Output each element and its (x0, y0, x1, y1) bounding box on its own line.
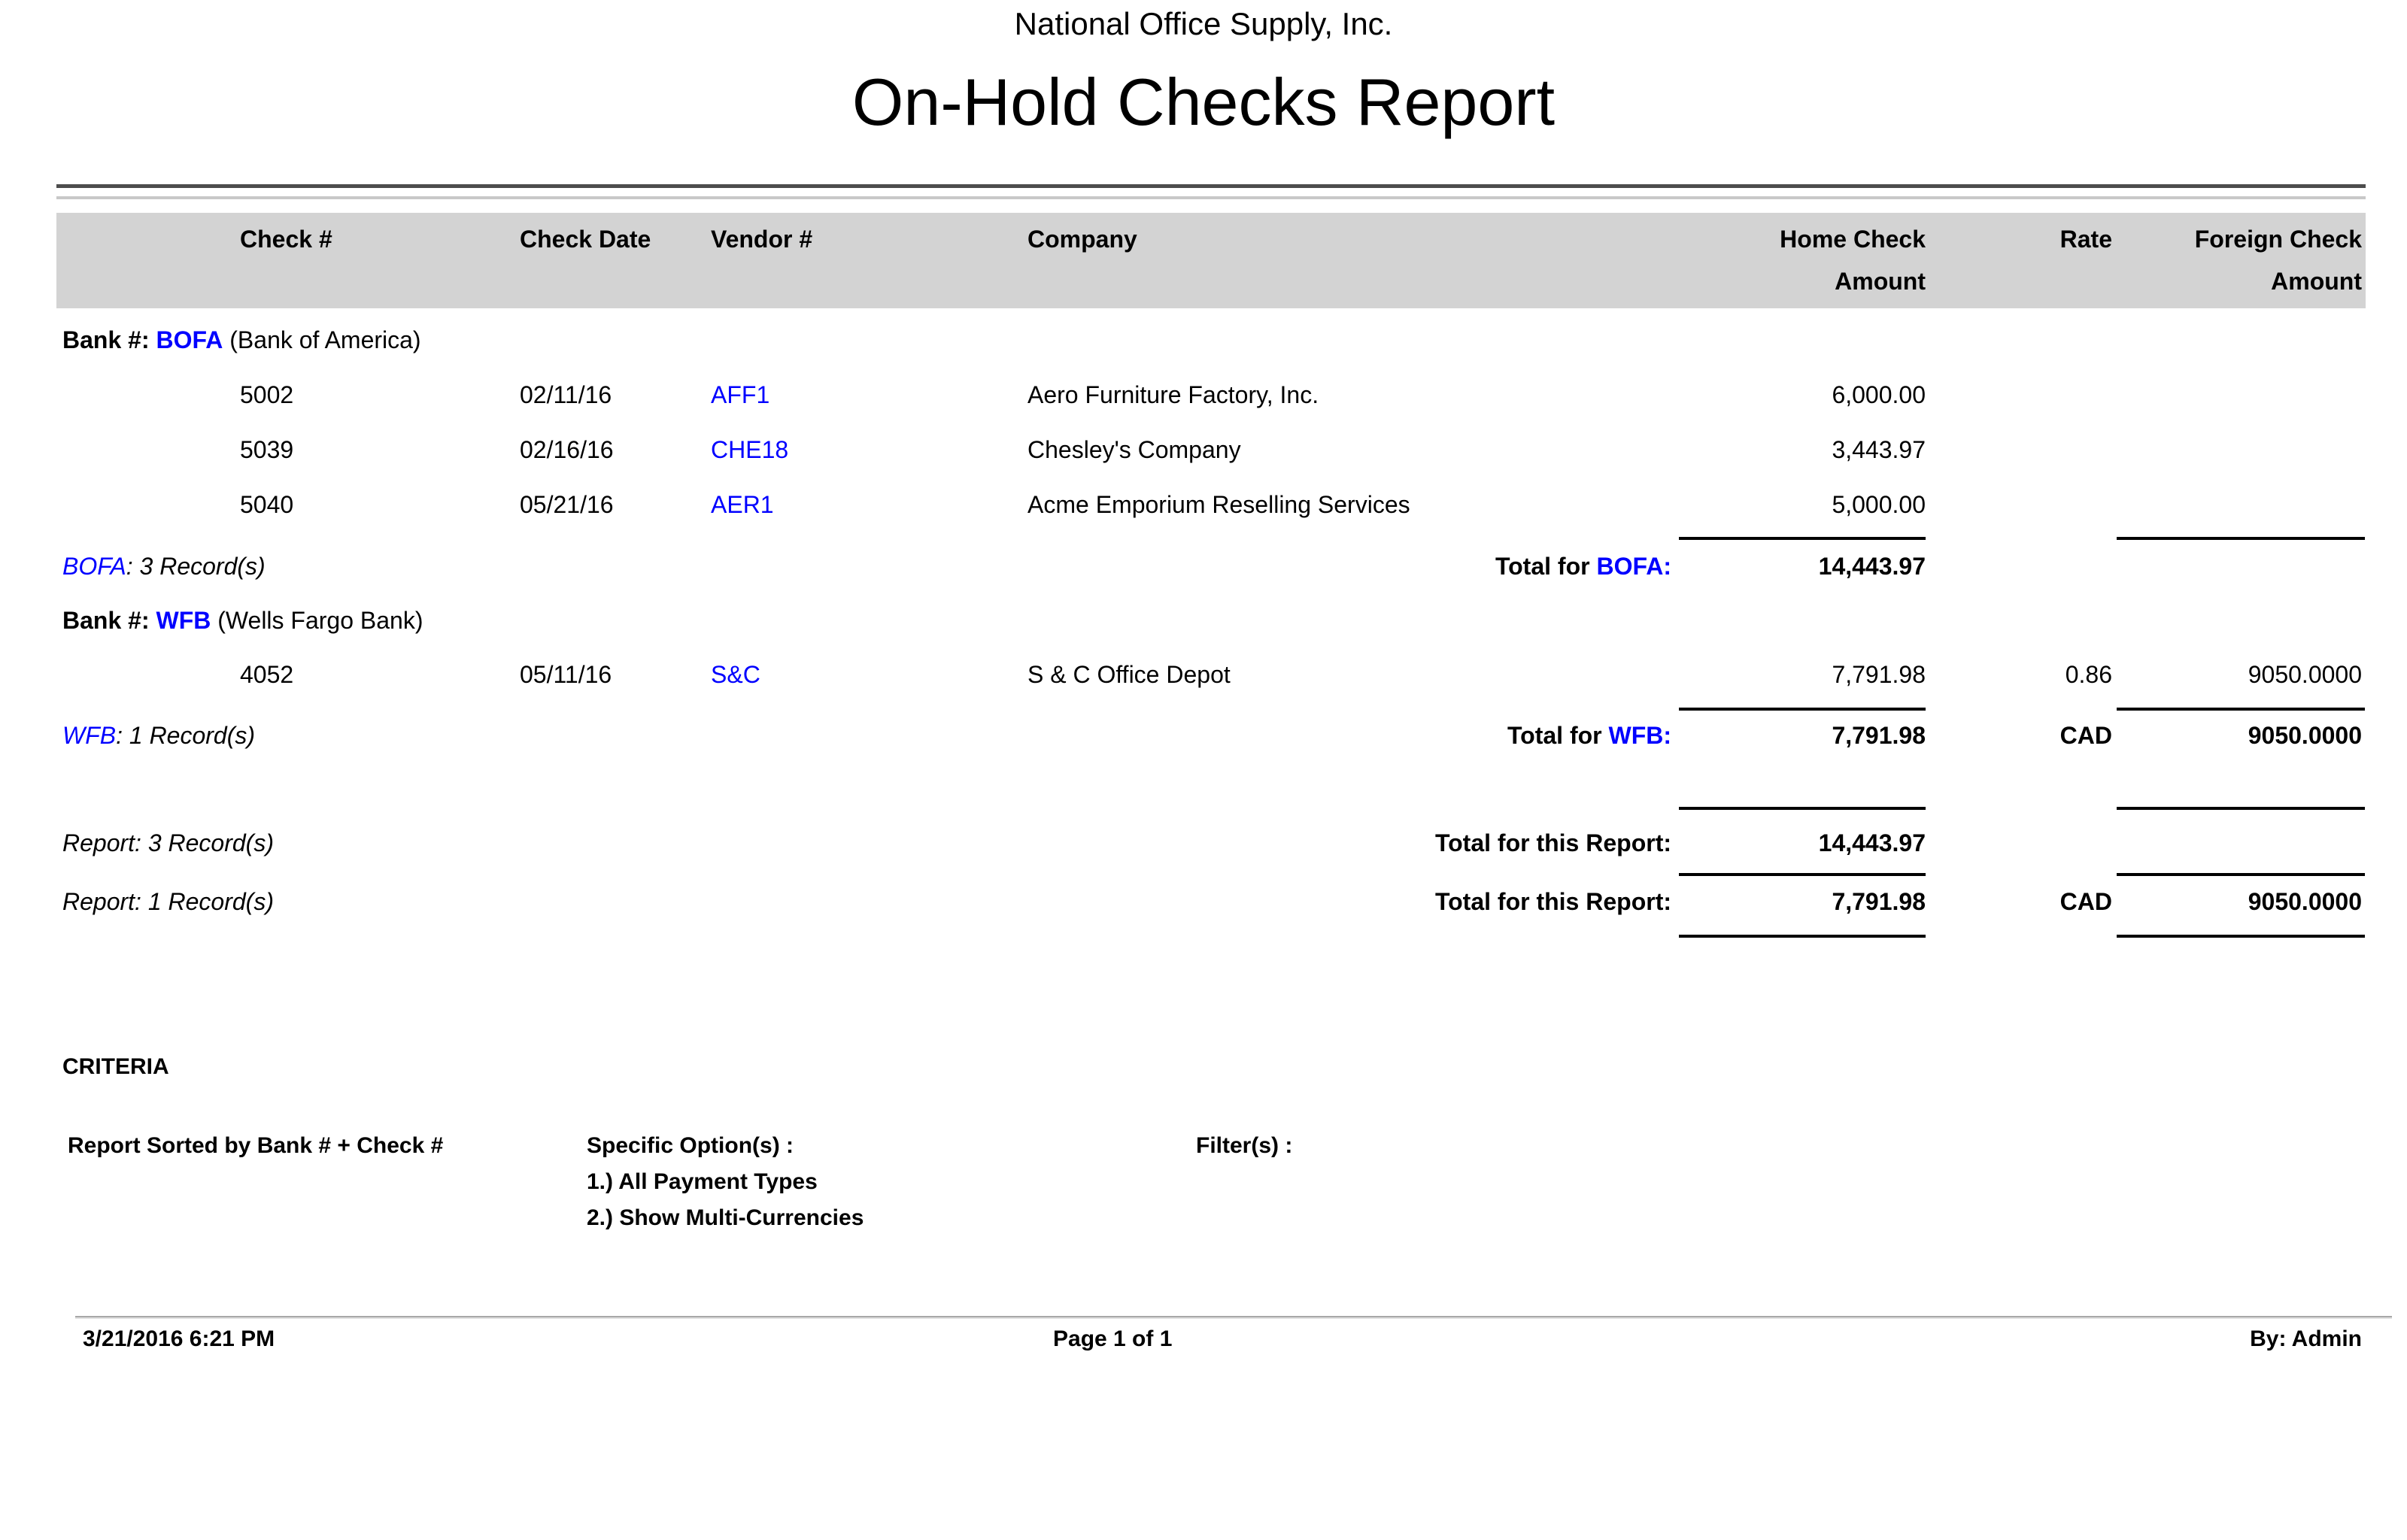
column-header-vendor: Vendor # (711, 226, 813, 253)
bank-group-header (62, 325, 421, 355)
report-total-rule-home (1679, 807, 1926, 810)
bank-number-label: Bank #: (62, 326, 156, 353)
column-header-check-date: Check Date (520, 226, 651, 253)
bank-total-label (1495, 551, 1671, 581)
check-date-cell: 02/11/16 (520, 381, 612, 408)
column-header-rate: Rate (2059, 226, 2112, 253)
column-header-foreign-amount: Amount (2271, 268, 2362, 295)
footer-printed-by: By: Admin (2250, 1326, 2362, 1351)
column-header-company: Company (1027, 226, 1137, 253)
subtotal-rule-home (1679, 708, 1926, 711)
criteria-option: 2.) Show Multi-Currencies (587, 1205, 864, 1230)
vendor-link[interactable]: S&C (711, 661, 760, 688)
bank-record-count (62, 720, 255, 750)
criteria-option: 1.) All Payment Types (587, 1169, 818, 1194)
record-count-text: : 3 Record(s) (126, 553, 266, 580)
home-amount-cell: 5,000.00 (1832, 491, 1926, 518)
report-record-count: Report: 3 Record(s) (62, 829, 274, 856)
report-total-home: 7,791.98 (1832, 888, 1926, 915)
subtotal-rule-home (1679, 537, 1926, 540)
report-total-label: Total for this Report: (1434, 829, 1671, 856)
rate-cell: 0.86 (2065, 661, 2112, 688)
check-date-cell: 02/16/16 (520, 436, 614, 463)
total-bank-code: BOFA: (1596, 553, 1671, 580)
bank-total-label (1507, 720, 1671, 750)
bank-total-foreign: 9050.0000 (2248, 722, 2362, 749)
foreign-amount-cell: 9050.0000 (2248, 661, 2362, 688)
home-amount-cell: 6,000.00 (1832, 381, 1926, 408)
bank-name: (Bank of America) (223, 326, 421, 353)
total-for-text: Total for (1495, 553, 1597, 580)
report-total-rule-foreign (2117, 873, 2365, 876)
criteria-heading: CRITERIA (62, 1054, 169, 1079)
company-cell: S & C Office Depot (1027, 661, 1231, 688)
home-amount-cell: 3,443.97 (1832, 436, 1926, 463)
record-count-text: : 1 Record(s) (116, 722, 256, 749)
report-total-foreign: 9050.0000 (2248, 888, 2362, 915)
column-header-foreign-check: Foreign Check (2194, 226, 2362, 253)
vendor-link[interactable]: AFF1 (711, 381, 770, 408)
company-cell: Chesley's Company (1027, 436, 1241, 463)
bank-total-home: 14,443.97 (1818, 553, 1926, 580)
check-number-cell: 4052 (240, 661, 294, 688)
check-number-cell: 5040 (240, 491, 294, 518)
criteria-specific-options-label: Specific Option(s) : (587, 1133, 794, 1158)
check-date-cell: 05/11/16 (520, 661, 612, 688)
vendor-link[interactable]: AER1 (711, 491, 774, 518)
column-header-check: Check # (240, 226, 332, 253)
bank-code-text: WFB (62, 722, 117, 749)
check-number-cell: 5002 (240, 381, 294, 408)
report-grand-rule-foreign (2117, 935, 2365, 938)
report-title: On-Hold Checks Report (851, 65, 1556, 139)
bank-name: (Wells Fargo Bank) (211, 607, 423, 634)
column-header-home-amount: Amount (1835, 268, 1926, 295)
bank-total-currency: CAD (2059, 722, 2112, 749)
footer-datetime: 3/21/2016 6:21 PM (83, 1326, 275, 1351)
total-bank-code: WFB: (1608, 722, 1671, 749)
title-separator-light (56, 196, 2366, 199)
footer-separator (75, 1316, 2392, 1319)
column-header-home-check: Home Check (1780, 226, 1926, 253)
report-grand-rule-home (1679, 935, 1926, 938)
home-amount-cell: 7,791.98 (1832, 661, 1926, 688)
total-for-text: Total for (1507, 722, 1609, 749)
company-cell: Aero Furniture Factory, Inc. (1027, 381, 1319, 408)
bank-code-link[interactable]: WFB (156, 607, 211, 634)
subtotal-rule-foreign (2117, 708, 2365, 711)
bank-record-count (62, 551, 266, 581)
subtotal-rule-foreign (2117, 537, 2365, 540)
check-number-cell: 5039 (240, 436, 294, 463)
check-date-cell: 05/21/16 (520, 491, 614, 518)
report-total-rule-home (1679, 873, 1926, 876)
column-header-band (56, 213, 2366, 308)
bank-code-link[interactable]: BOFA (156, 326, 223, 353)
criteria-filters-label: Filter(s) : (1196, 1133, 1293, 1158)
title-separator-dark (56, 184, 2366, 188)
report-record-count: Report: 1 Record(s) (62, 888, 274, 915)
bank-code-text: BOFA (62, 553, 126, 580)
company-cell: Acme Emporium Reselling Services (1027, 491, 1410, 518)
vendor-link[interactable]: CHE18 (711, 436, 789, 463)
bank-group-header (62, 605, 423, 635)
criteria-sorted-by: Report Sorted by Bank # + Check # (68, 1133, 444, 1158)
report-total-rule-foreign (2117, 807, 2365, 810)
report-total-currency: CAD (2059, 888, 2112, 915)
report-total-label: Total for this Report: (1434, 888, 1671, 915)
report-total-home: 14,443.97 (1818, 829, 1926, 856)
company-name: National Office Supply, Inc. (1014, 6, 1393, 41)
bank-number-label: Bank #: (62, 607, 156, 634)
bank-total-home: 7,791.98 (1832, 722, 1926, 749)
footer-page-number: Page 1 of 1 (1053, 1326, 1173, 1351)
